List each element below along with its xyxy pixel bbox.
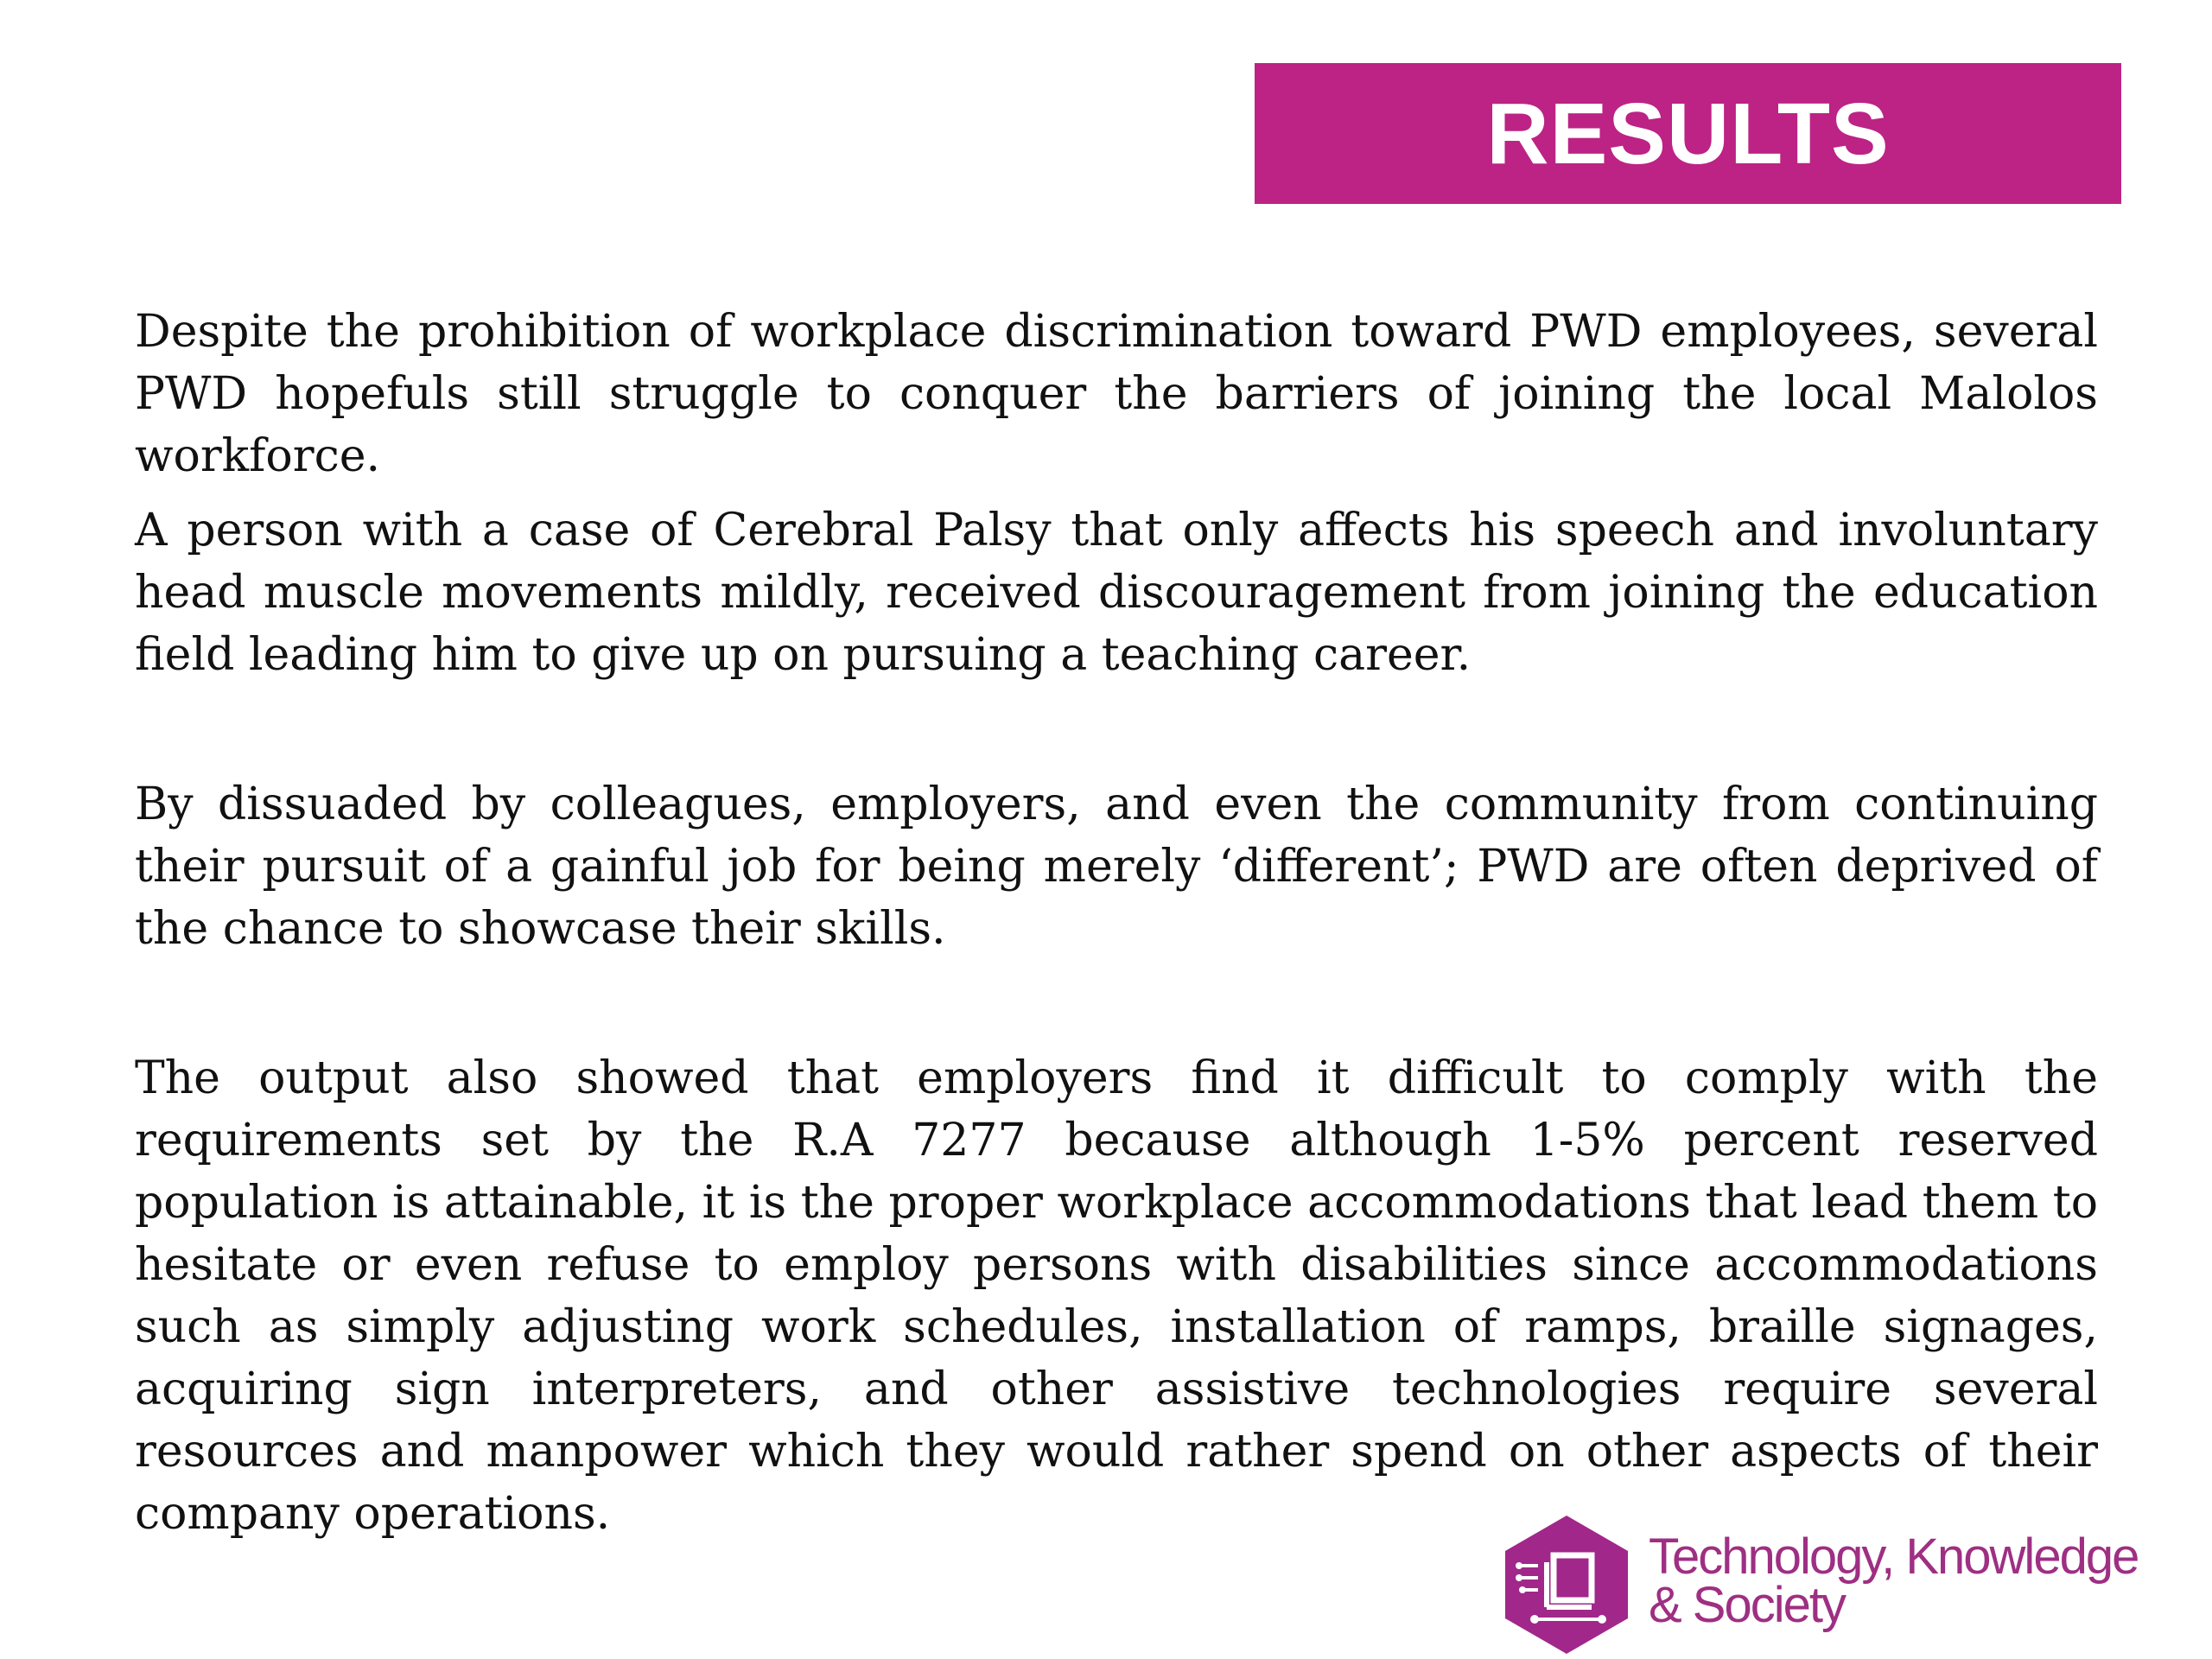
- book-circuit-hexagon-icon: [1503, 1514, 1630, 1656]
- paragraph-cerebral-palsy: A person with a case of Cerebral Palsy that only affects his speech and involuntary head muscle movements mildly, received discouragement from joining the education field leading him to give up on pursuing a teaching career.: [135, 505, 2098, 681]
- logo-line-2: & Society: [1649, 1577, 1845, 1633]
- logo-wordmark: [1649, 1529, 2139, 1633]
- paragraph-employers-output: The output also showed that employers find it difficult to comply with the requirements set by the R.A 7277 because although 1-5% percent reserved population is attainable, it is the proper workplace accommodations that lead them to hesitate or even refuse to employ persons with disabilities since accommodations such as simply adjusting work schedules, installation of ramps, braille signages, acquiring sign interpreters, and other assistive technologies require several resources and manpower which they would rather spend on other aspects of their company operations.: [135, 1052, 2098, 1540]
- slide-title: RESULTS: [1486, 85, 1890, 182]
- logo: [1503, 1514, 2139, 1659]
- title-banner: [1255, 63, 2121, 204]
- paragraph-discrimination: Despite the prohibition of workplace discrimination toward PWD employees, several PWD hopefuls still struggle to conquer the barriers of joining the local Malolos workforce.: [135, 306, 2098, 482]
- paragraph-dissuaded: By dissuaded by colleagues, employers, and even the community from continuing their pursuit of a gainful job for being merely ‘different’; PWD are often deprived of the chance to showcase their skills.: [135, 779, 2098, 955]
- logo-line-1: Technology, Knowledge: [1649, 1529, 2139, 1585]
